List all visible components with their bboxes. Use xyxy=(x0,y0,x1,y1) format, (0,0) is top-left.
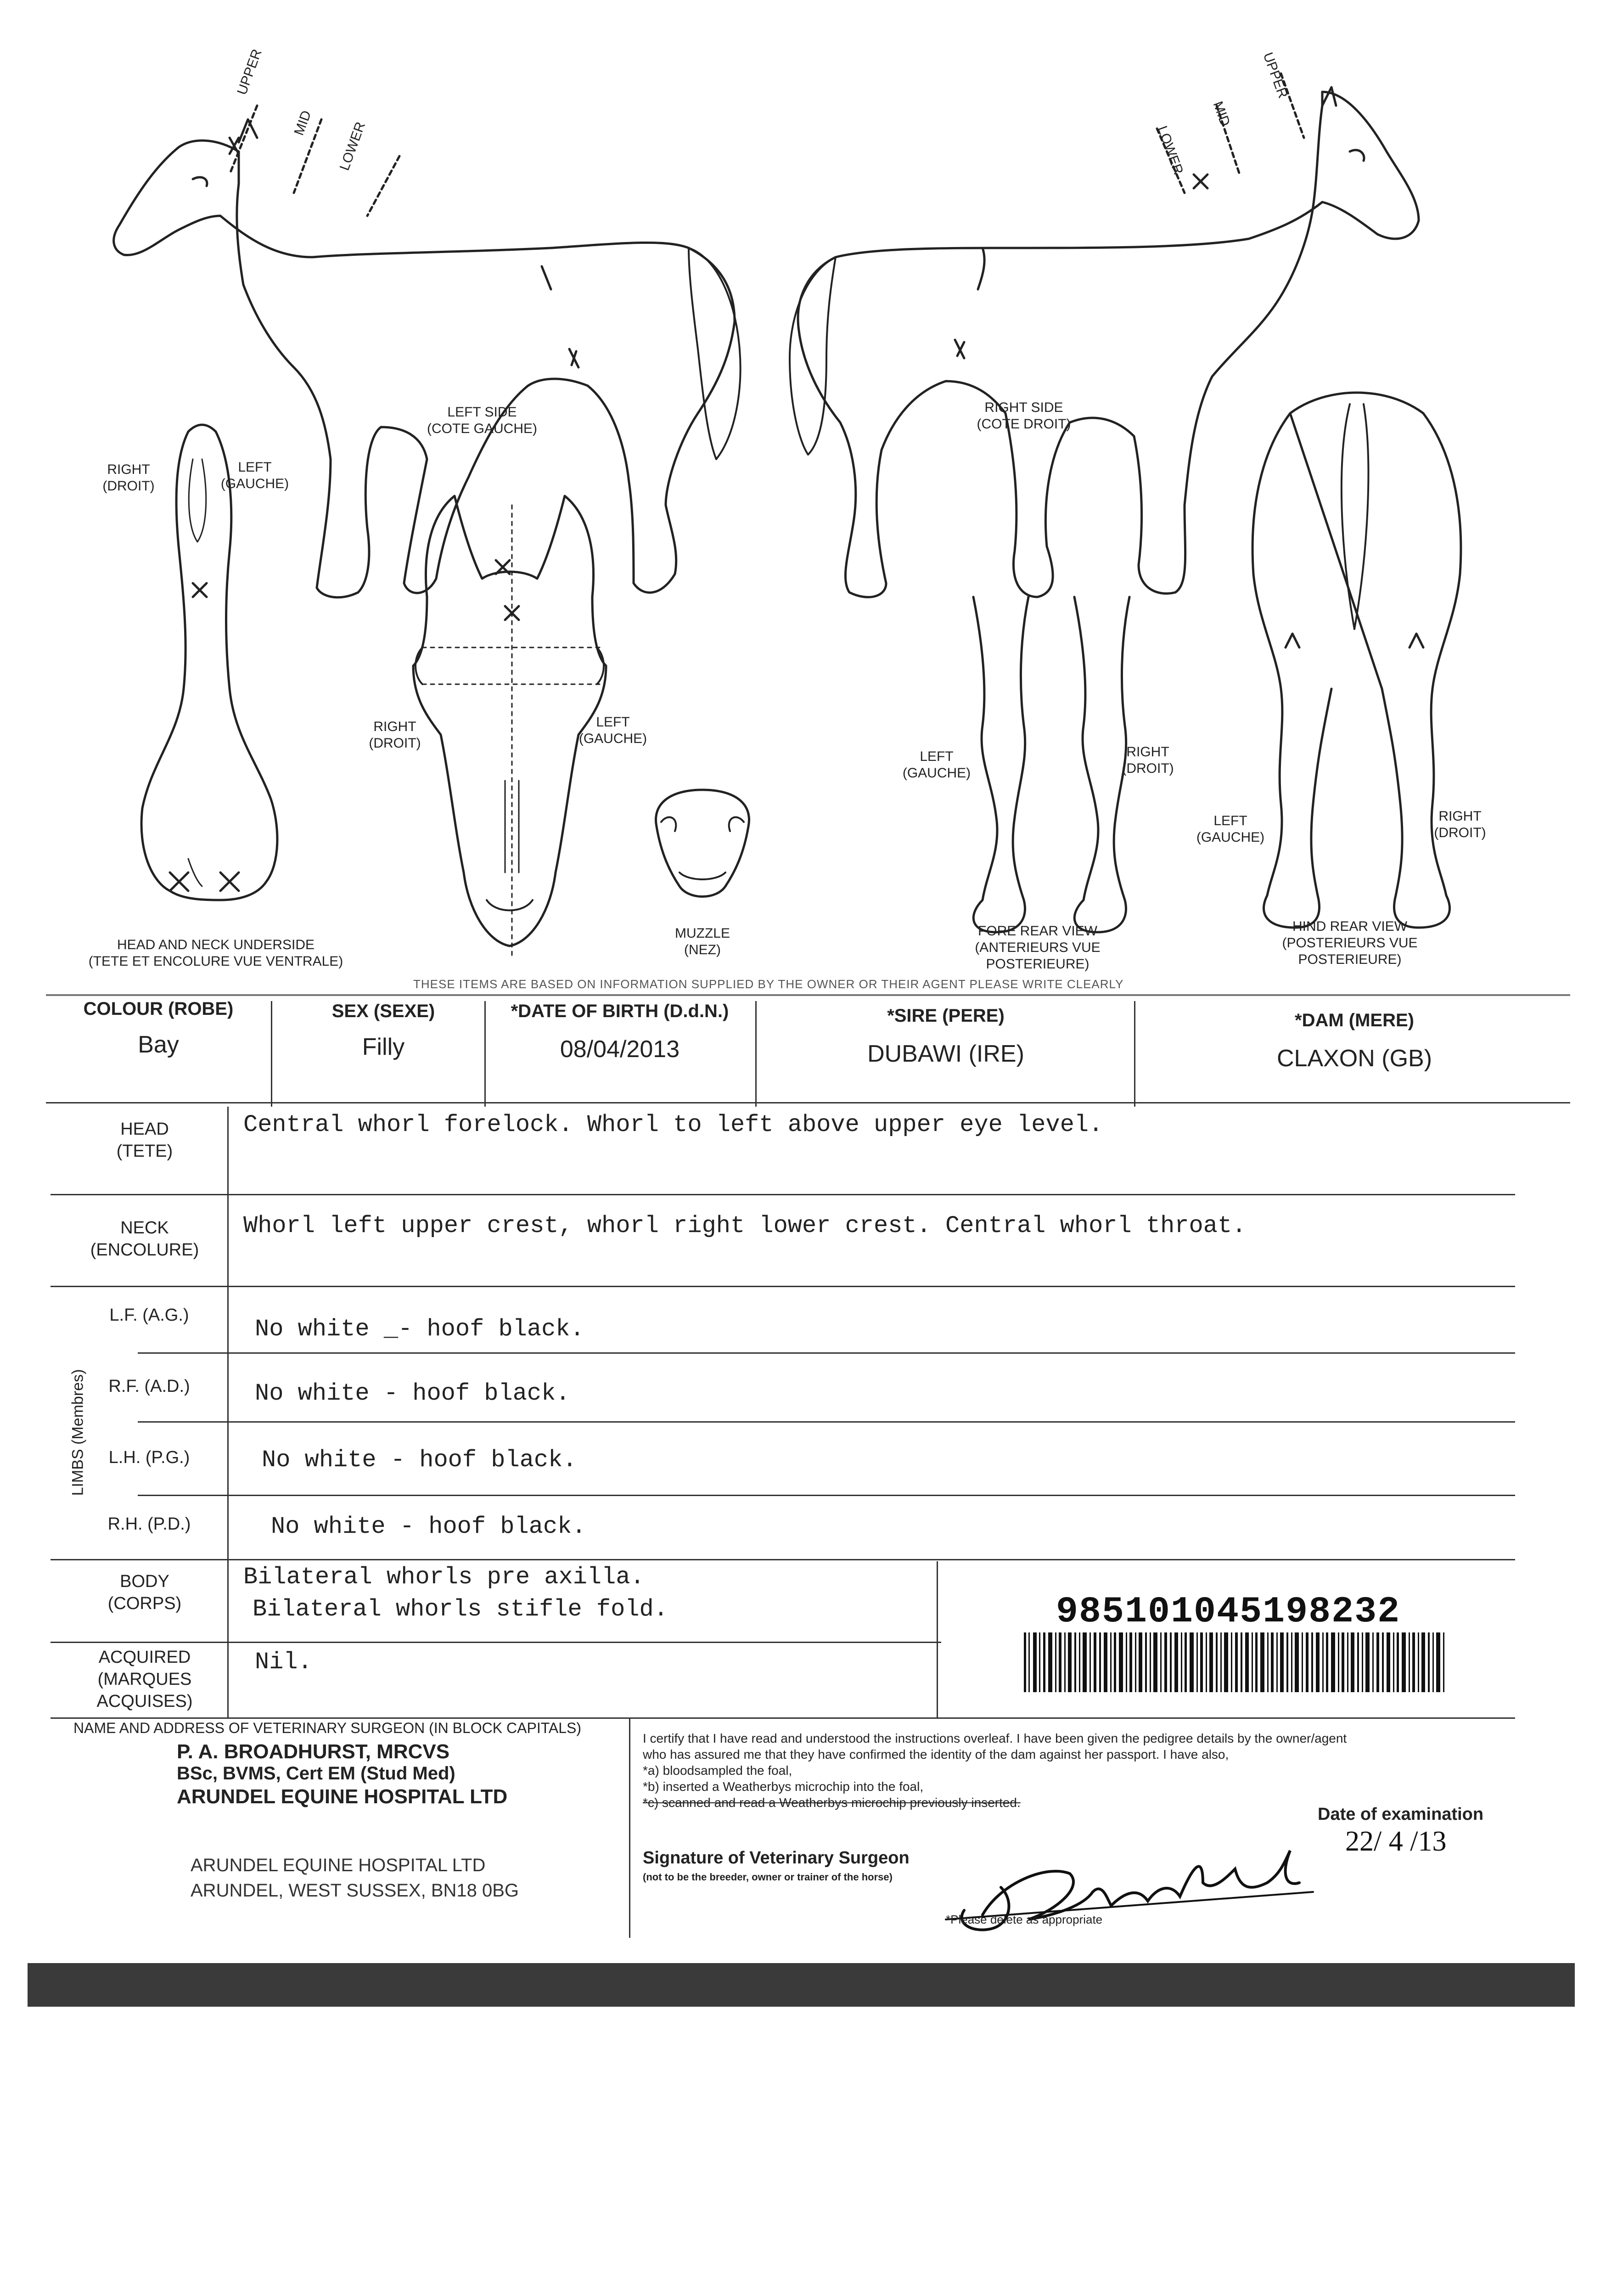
dob-value: 08/04/2013 xyxy=(560,1036,680,1063)
cert-line1: I certify that I have read and understood the instructions overleaf. I have been given the pedigree details by the owner/agent xyxy=(643,1731,1347,1745)
hind-left-label xyxy=(1189,813,1272,846)
dob-label: *DATE OF BIRTH (D.d.N.) xyxy=(511,1001,729,1021)
cert-option-b: *b) inserted a Weatherbys microchip into the foal, xyxy=(643,1779,924,1794)
signature-note: (not to be the breeder, owner or trainer of the horse) xyxy=(643,1871,893,1883)
underside-title-fr: (TETE ET ENCOLURE VUE VENTRALE) xyxy=(88,954,343,969)
cert-option-a: *a) bloodsampled the foal, xyxy=(643,1763,792,1778)
fore-left: LEFT xyxy=(920,749,954,764)
acquired-markings: Nil. xyxy=(255,1649,312,1676)
divider xyxy=(271,1001,272,1107)
microchip-number: 985101045198232 xyxy=(1056,1591,1401,1633)
cert-line2: who has assured me that they have confirmed the identity of the dam against her passport. I have also, xyxy=(643,1747,1229,1761)
fore-rear-title-fr2: POSTERIEURE) xyxy=(986,957,1089,972)
left-zone-lower: LOWER xyxy=(337,120,369,173)
dam-label: *DAM (MERE) xyxy=(1295,1010,1414,1030)
fore-right: RIGHT xyxy=(1126,744,1169,760)
rf-markings: No white - hoof black. xyxy=(255,1380,570,1407)
vet-name: P. A. BROADHURST, MRCVS xyxy=(177,1740,450,1763)
details-bottom-rule xyxy=(46,1102,1570,1103)
fore-rear-title-en: FORE REAR VIEW xyxy=(977,923,1098,939)
head-right: RIGHT xyxy=(373,719,416,734)
hind-rear-title-fr2: POSTERIEURE) xyxy=(1298,952,1402,967)
dam-value: CLAXON (GB) xyxy=(1276,1045,1432,1072)
vet-heading: NAME AND ADDRESS OF VETERINARY SURGEON (IN BLOCK CAPITALS) xyxy=(73,1720,582,1736)
hind-left-fr: (GAUCHE) xyxy=(1196,830,1265,845)
limbs-label: LIMBS (Membres) xyxy=(69,1369,87,1496)
left-side-title xyxy=(413,404,551,437)
body-markings-line2: Bilateral whorls stifle fold. xyxy=(253,1596,668,1623)
underside-right: RIGHT xyxy=(107,462,150,477)
sex-value: Filly xyxy=(362,1034,405,1060)
delete-note: *Please delete as appropriate xyxy=(946,1913,1103,1926)
acquired-label-2: (MARQUES xyxy=(97,1670,192,1689)
cert-option-c: *c) scanned and read a Weatherbys microchip previously inserted. xyxy=(643,1795,1021,1810)
fore-right-fr: (DROIT) xyxy=(1122,761,1174,776)
acquired-label-1: ACQUIRED xyxy=(98,1648,191,1667)
vet-practice: ARUNDEL EQUINE HOSPITAL LTD xyxy=(177,1785,508,1808)
lh-markings: No white - hoof black. xyxy=(262,1446,577,1474)
underside-title-en: HEAD AND NECK UNDERSIDE xyxy=(117,937,315,952)
row-rule xyxy=(138,1421,1515,1423)
bottom-band xyxy=(28,1963,1575,2007)
fore-right-label xyxy=(1111,744,1185,777)
hind-right-fr: (DROIT) xyxy=(1434,825,1486,840)
muzzle-title-en: MUZZLE xyxy=(675,926,730,941)
lf-label: L.F. (A.G.) xyxy=(109,1306,189,1325)
muzzle-title-fr: (NEZ) xyxy=(684,942,721,957)
head-right-label xyxy=(358,719,432,752)
underside-left-label xyxy=(216,459,294,492)
chip-box-divider xyxy=(937,1561,938,1717)
microchip-barcode xyxy=(1024,1632,1444,1692)
neck-label: NECK xyxy=(120,1218,169,1238)
muzzle-title xyxy=(661,925,744,958)
row-rule xyxy=(51,1559,1515,1560)
body-row-label xyxy=(92,1570,197,1615)
left-zone-upper: UPPER xyxy=(234,47,265,97)
hind-rear-title xyxy=(1267,918,1432,968)
row-rule xyxy=(138,1352,1515,1354)
underside-right-fr: (DROIT) xyxy=(102,478,155,494)
right-side-title-en: RIGHT SIDE xyxy=(984,400,1063,415)
divider xyxy=(755,1001,757,1107)
head-left-label xyxy=(572,714,654,747)
neck-label-fr: (ENCOLURE) xyxy=(90,1240,199,1260)
right-side-horse-outline xyxy=(790,87,1419,597)
left-zone-mid: MID xyxy=(291,108,314,138)
sire-value: DUBAWI (IRE) xyxy=(867,1041,1024,1067)
head-markings: Central whorl forelock. Whorl to left above upper eye level. xyxy=(243,1111,1103,1138)
lf-markings: No white _- hoof black. xyxy=(255,1316,584,1343)
body-label: BODY xyxy=(120,1572,169,1591)
body-markings-line1: Bilateral whorls pre axilla. xyxy=(243,1564,645,1591)
row-rule xyxy=(51,1717,1515,1719)
row-rule xyxy=(51,1194,1515,1195)
sire-label: *SIRE (PERE) xyxy=(887,1006,1005,1026)
right-zone-upper: UPPER xyxy=(1260,50,1291,101)
left-side-horse-outline xyxy=(114,119,741,597)
hind-rear-title-en: HIND REAR VIEW xyxy=(1292,919,1408,934)
rf-label: R.F. (A.D.) xyxy=(108,1377,190,1396)
divider xyxy=(1134,1001,1135,1107)
hind-right-label xyxy=(1423,808,1497,841)
hind-right: RIGHT xyxy=(1438,809,1482,824)
row-rule xyxy=(51,1286,1515,1287)
hind-rear-title-fr1: (POSTERIEURS VUE xyxy=(1282,935,1418,951)
exam-date-label: Date of examination xyxy=(1318,1805,1484,1824)
fore-rear-title xyxy=(955,923,1120,973)
rh-label: R.H. (P.D.) xyxy=(107,1514,191,1534)
rh-markings: No white - hoof black. xyxy=(271,1513,586,1540)
fore-left-label xyxy=(895,748,978,782)
fore-rear-title-fr1: (ANTERIEURS VUE xyxy=(975,940,1101,955)
body-label-fr: (CORPS) xyxy=(107,1594,182,1613)
head-row-label xyxy=(92,1118,197,1162)
left-side-title-en: LEFT SIDE xyxy=(447,405,517,420)
lh-label: L.H. (P.G.) xyxy=(108,1448,190,1467)
exam-date: 22/ 4 /13 xyxy=(1345,1826,1447,1857)
signature-label: Signature of Veterinary Surgeon xyxy=(643,1848,910,1868)
hind-rear-outline xyxy=(1252,393,1461,928)
acquired-label-3: ACQUISES) xyxy=(96,1692,193,1711)
fore-legs-outline xyxy=(973,597,1129,932)
colour-label: COLOUR (ROBE) xyxy=(83,999,234,1019)
right-zone-mid: MID xyxy=(1210,99,1233,129)
vet-qualifications: BSc, BVMS, Cert EM (Stud Med) xyxy=(177,1763,455,1784)
muzzle-outline xyxy=(656,790,749,897)
right-side-title-fr: (COTE DROIT) xyxy=(977,416,1071,432)
sex-label: SEX (SEXE) xyxy=(331,1001,435,1021)
row-rule xyxy=(51,1642,941,1643)
hind-left: LEFT xyxy=(1213,813,1247,828)
vet-stamp-line1: ARUNDEL EQUINE HOSPITAL LTD xyxy=(191,1855,486,1875)
divider xyxy=(484,1001,486,1107)
markings-label-divider xyxy=(227,1107,229,1717)
neck-markings: Whorl left upper crest, whorl right lower crest. Central whorl throat. xyxy=(243,1212,1247,1239)
head-left-fr: (GAUCHE) xyxy=(578,731,647,746)
head-right-fr: (DROIT) xyxy=(369,736,421,751)
head-label: HEAD xyxy=(120,1120,169,1139)
underside-left: LEFT xyxy=(238,460,272,475)
details-top-rule xyxy=(46,994,1570,996)
head-left: LEFT xyxy=(596,715,630,730)
info-notice: THESE ITEMS ARE BASED ON INFORMATION SUPPLIED BY THE OWNER OR THEIR AGENT PLEASE WRITE CLEARLY xyxy=(413,977,1124,991)
head-label-fr: (TETE) xyxy=(116,1142,173,1161)
underside-outline xyxy=(141,425,277,900)
vet-divider xyxy=(629,1717,630,1938)
underside-right-label xyxy=(92,461,165,495)
right-zone-lower: LOWER xyxy=(1154,124,1186,177)
vet-stamp-line2: ARUNDEL, WEST SUSSEX, BN18 0BG xyxy=(191,1880,519,1901)
underside-left-fr: (GAUCHE) xyxy=(220,476,289,491)
left-side-title-fr: (COTE GAUCHE) xyxy=(427,421,537,436)
right-side-title xyxy=(955,400,1093,433)
colour-value: Bay xyxy=(138,1031,179,1058)
acquired-row-label xyxy=(83,1646,207,1712)
underside-title xyxy=(69,937,363,970)
row-rule xyxy=(138,1495,1515,1496)
fore-left-fr: (GAUCHE) xyxy=(902,765,971,781)
neck-row-label xyxy=(78,1217,211,1261)
